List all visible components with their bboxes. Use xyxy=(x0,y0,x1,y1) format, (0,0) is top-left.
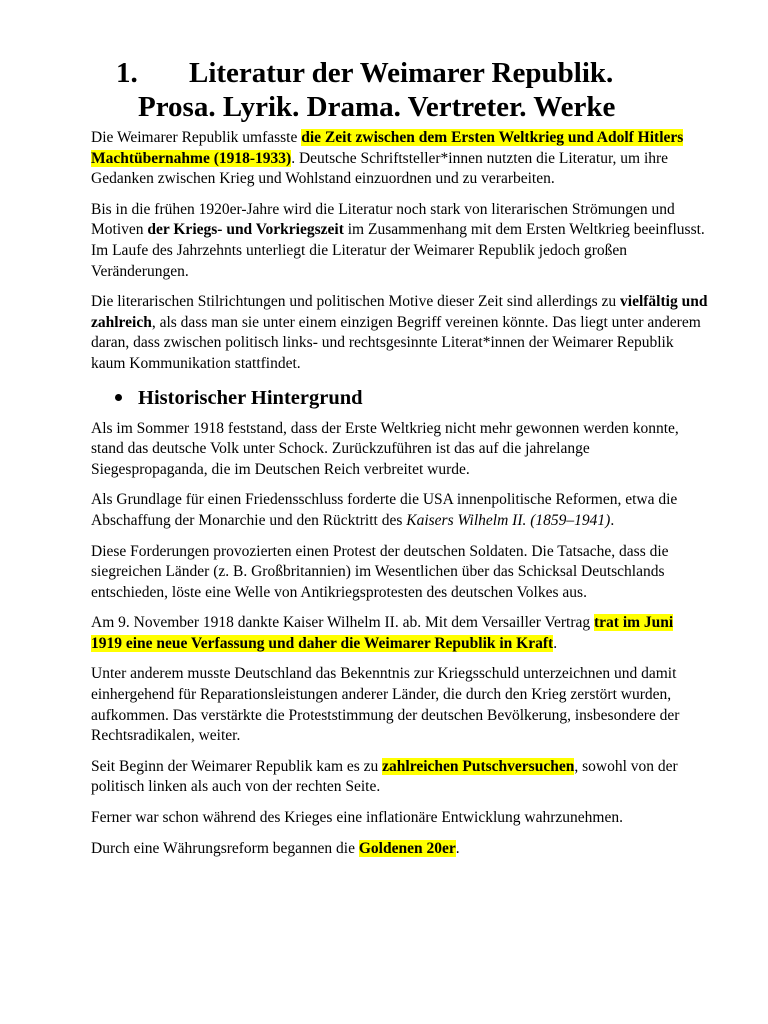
title-text-1: Literatur der Weimarer Republik. xyxy=(189,57,614,89)
text-run: . xyxy=(610,511,615,529)
text-run: , sowohl von der politisch linken als auch von der rechten Seite. xyxy=(91,757,678,796)
paragraph-early-1920s xyxy=(91,200,708,282)
document-title xyxy=(91,56,708,124)
title-line-1 xyxy=(91,56,708,90)
paragraph-protest: Diese Forderungen provozierten einen Protest der deutschen Soldaten. Die Tatsache, dass die siegreichen Länder (z. B. Großbritannien) im Wesentlichen über das Schicksal Deutschlands entschieden, löste eine Welle von Antikriegsprotesten des deutschen Volkes aus. xyxy=(91,542,669,601)
paragraph-intro xyxy=(91,128,708,190)
title-line-2: Prosa. Lyrik. Drama. Vertreter. Werke xyxy=(138,91,616,123)
text-run: Die literarischen Stilrichtungen und politischen Motive dieser Zeit sind allerdings zu xyxy=(91,293,621,311)
text-run: Am 9. November 1918 dankte Kaiser Wilhelm II. ab. Mit dem Versailler Vertrag xyxy=(91,614,595,632)
paragraph-war-guilt: Unter anderem musste Deutschland das Bekenntnis zur Kriegsschuld unterzeichnen und damit einhergehend für Reparationsleistungen anderer Länder, die durch den Krieg zerstört wurden, aufkommen. Das verstärkte die Proteststimmung der deutschen Bevölkerung, insbesondere der Rechtsradikalen, weiter. xyxy=(91,665,680,745)
highlight-golden-20s: Goldenen 20er xyxy=(358,839,456,857)
paragraph-reforms xyxy=(91,490,708,531)
bold-war-era: der Kriegs- und Vorkriegszeit xyxy=(147,221,344,239)
italic-kaiser: Kaisers Wilhelm II. (1859–1941) xyxy=(406,511,611,529)
bold-diverse: vielfältig und zahlreich xyxy=(91,293,708,331)
section-heading xyxy=(91,385,708,411)
text-run: . xyxy=(455,839,460,857)
paragraph-putsch xyxy=(91,757,708,798)
text-run: Als Grundlage für einen Friedensschluss forderte die USA innenpolitische Reformen, etwa die Abschaffung der Monarchie und den Rücktritt des xyxy=(91,491,678,529)
text-run: . Deutsche Schriftsteller*innen nutzten die Literatur, um ihre Gedanken zwischen Krieg und Wohlstand einzuordnen und zu verarbeiten. xyxy=(91,149,669,188)
paragraph-inflation: Ferner war schon während des Krieges eine inflationäre Entwicklung wahrzunehmen. xyxy=(91,809,623,827)
text-run: Die Weimarer Republik umfasste xyxy=(91,129,302,146)
paragraph-styles xyxy=(91,292,708,374)
highlight-putsch: zahlreichen Putschversuchen xyxy=(382,757,575,775)
text-run: im Zusammenhang mit dem Ersten Weltkrieg beeinflusst. Im Laufe des Jahrzehnts unterliegt die Literatur der Weimarer Republik jedoch großen Veränderungen. xyxy=(91,221,705,280)
highlight-constitution: trat im Juni 1919 eine neue Verfassung und daher die Weimarer Republik in Kraft xyxy=(91,614,674,652)
heading-text: Historischer Hintergrund xyxy=(138,386,363,409)
highlight-period: die Zeit zwischen dem Ersten Weltkrieg und Adolf Hitlers Machtübernahme (1918-1933) xyxy=(91,129,684,167)
bullet-icon xyxy=(115,394,122,401)
text-run: Seit Beginn der Weimarer Republik kam es zu xyxy=(91,757,383,775)
paragraph-summer-1918: Als im Sommer 1918 feststand, dass der Erste Weltkrieg nicht mehr gewonnen werden konnte, stand das deutsche Volk unter Schock. Zurückzuführen ist das auf die jahrelange Siegespropaganda, die im Deutschen Reich verbreitet wurde. xyxy=(91,419,679,478)
text-run: Durch eine Währungsreform begannen die xyxy=(91,839,359,857)
paragraph-currency-reform xyxy=(91,839,708,860)
text-run: . xyxy=(553,634,558,652)
section-number: 1. xyxy=(116,57,138,89)
paragraph-abdication xyxy=(91,613,708,654)
text-run: , als dass man sie unter einem einzigen Begriff vereinen könnte. Das liegt unter anderem daran, dass zwischen politisch links- und rechtsgesinnte Literat*innen der Weimarer Republik kaum Kommunikation stattfindet. xyxy=(91,313,701,372)
text-run: Bis in die frühen 1920er-Jahre wird die Literatur noch stark von literarischen Strömungen und Motiven xyxy=(91,200,675,239)
